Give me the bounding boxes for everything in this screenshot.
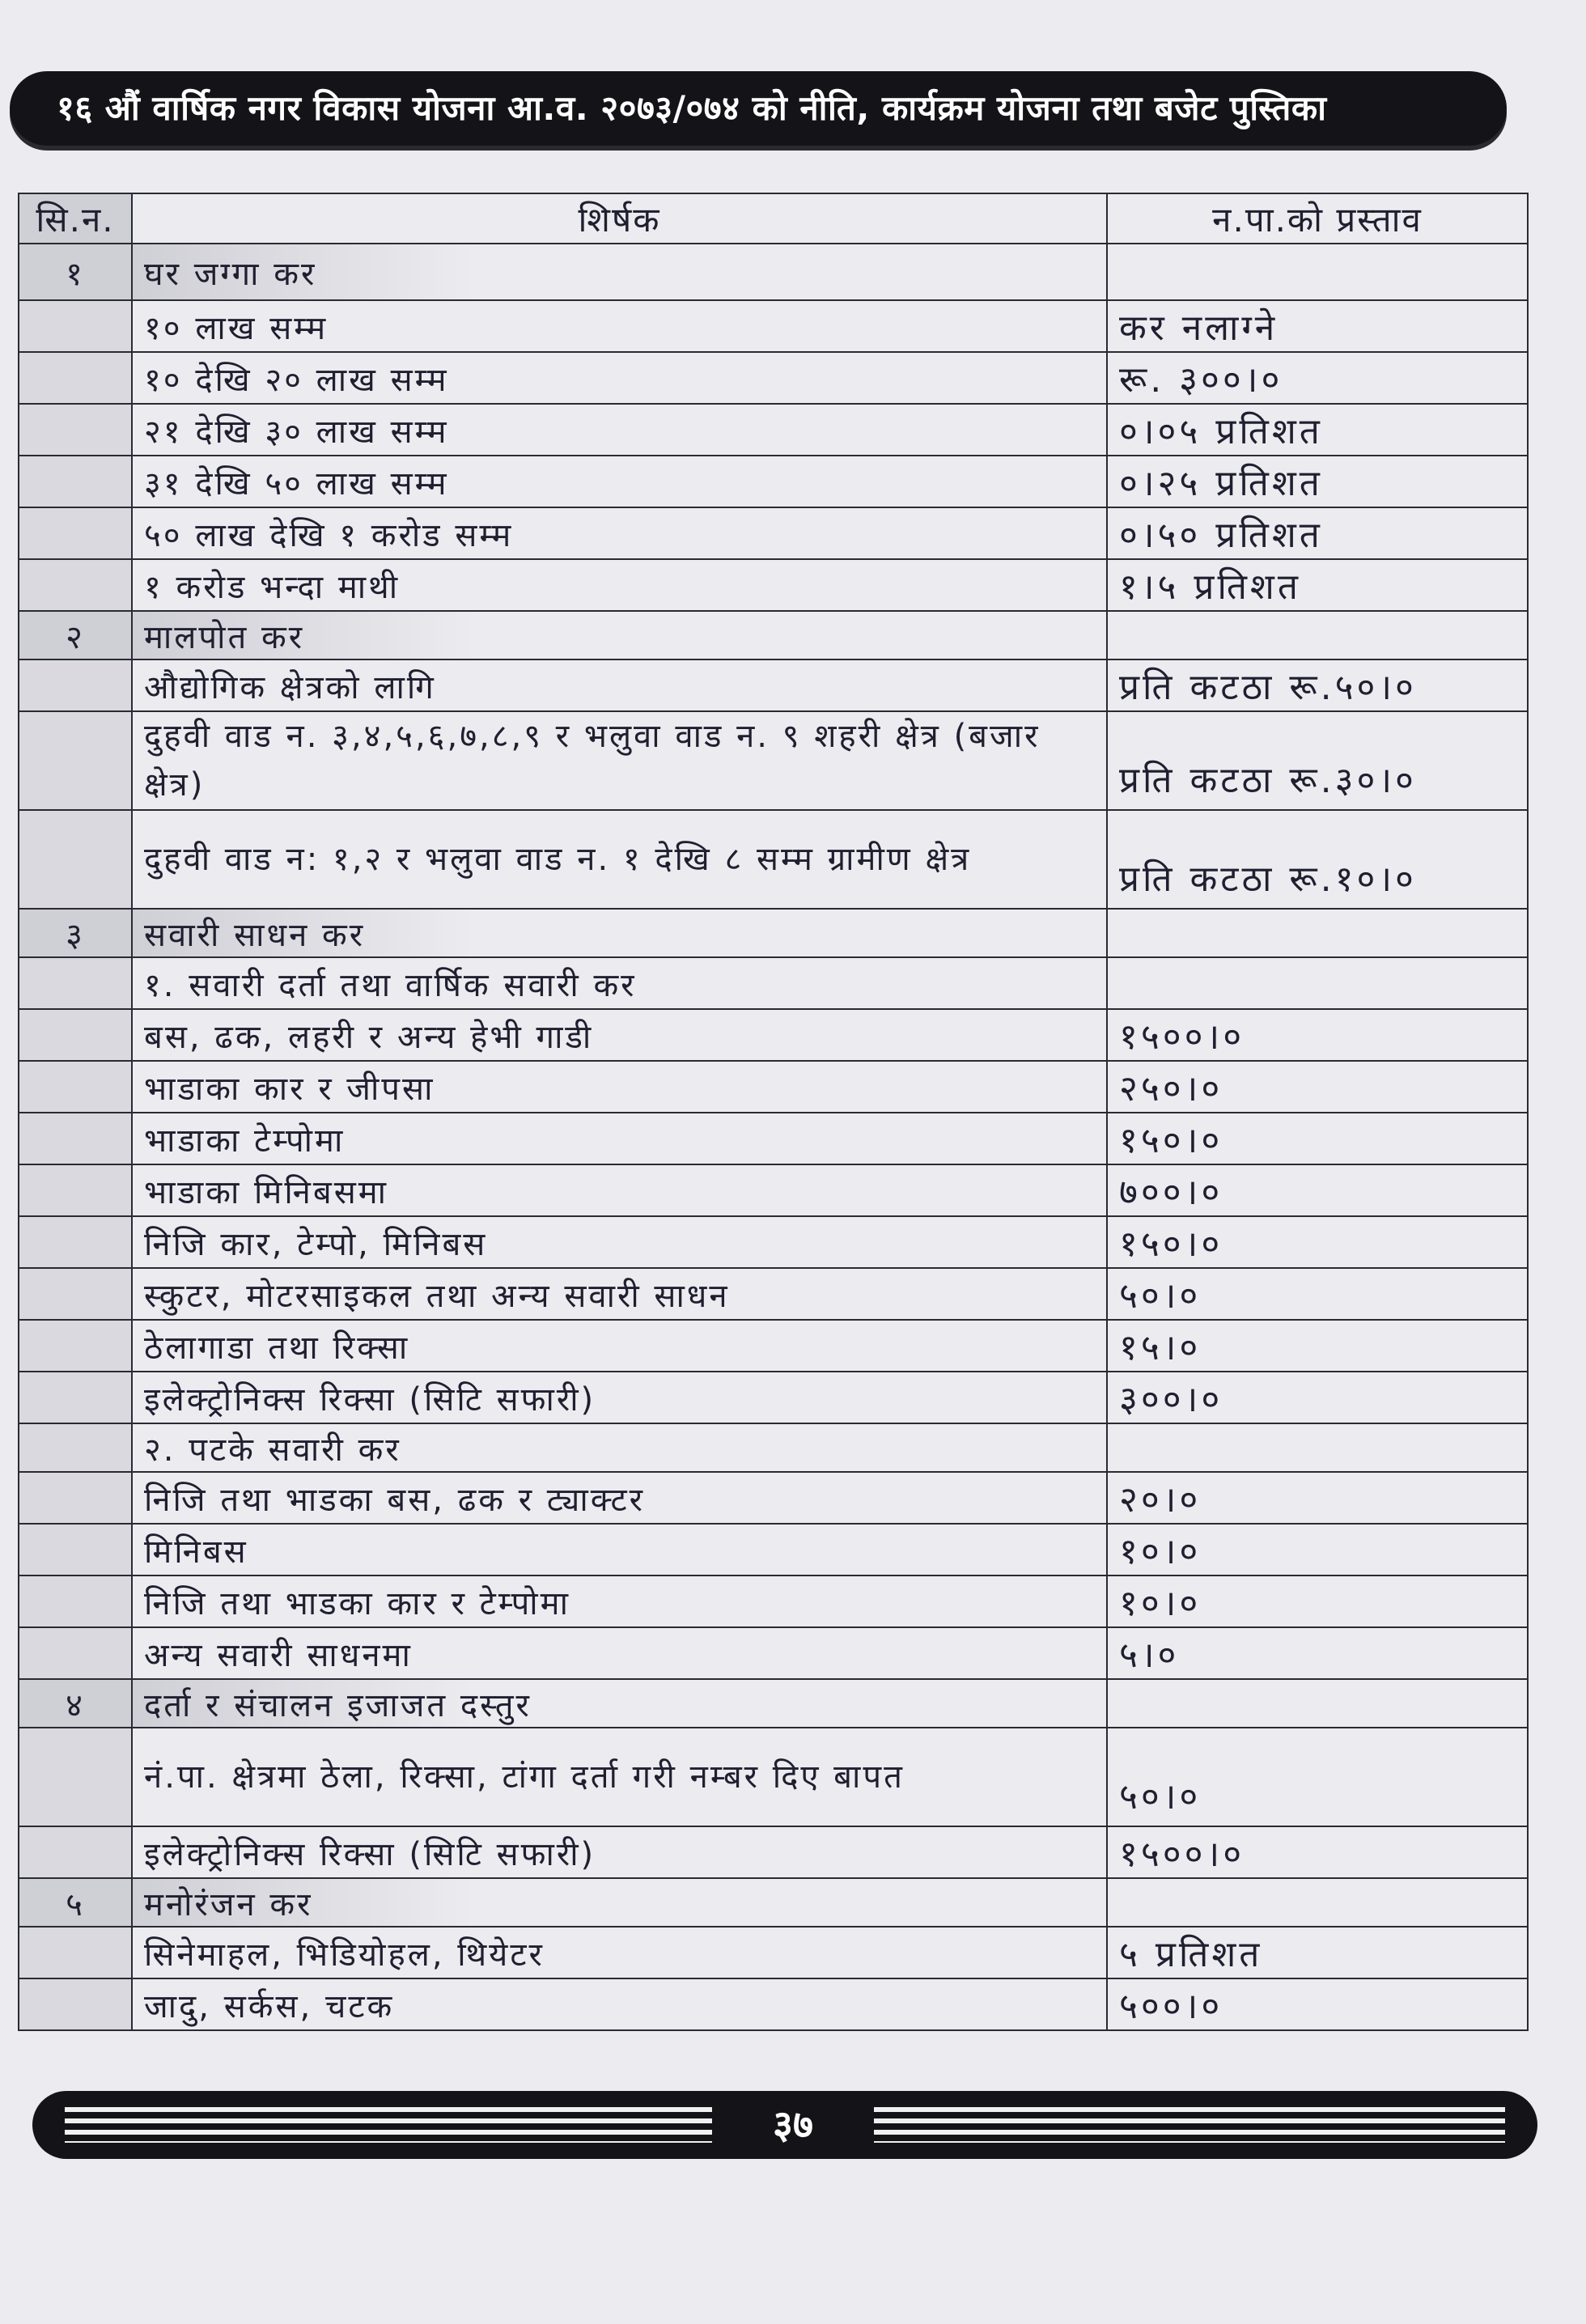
row-title: सिनेमाहल, भिडियोहल, थियेटर — [132, 1927, 1107, 1978]
table-row — [19, 711, 1528, 810]
row-title: बस, ढक, लहरी र अन्य हेभी गाडी — [132, 1009, 1107, 1061]
row-title: औद्योगिक क्षेत्रको लागि — [132, 659, 1107, 711]
row-proposal: १।५ प्रतिशत — [1107, 559, 1528, 611]
row-serial-number — [19, 1927, 132, 1978]
row-proposal — [1107, 1679, 1528, 1728]
table-row — [19, 1627, 1528, 1679]
table-body — [19, 244, 1528, 2030]
row-serial-number — [19, 1978, 132, 2030]
row-serial-number — [19, 957, 132, 1009]
table-header-row — [19, 193, 1528, 244]
row-proposal: १५००।० — [1107, 1826, 1528, 1878]
table-row — [19, 300, 1528, 352]
row-proposal: कर नलाग्ने — [1107, 300, 1528, 352]
row-category-title: दर्ता र संचालन इजाजत दस्तुर — [132, 1679, 1107, 1728]
row-category-title: मालपोत कर — [132, 611, 1107, 659]
row-proposal: प्रति कटठा रू.३०।० — [1107, 711, 1528, 810]
row-proposal — [1107, 957, 1528, 1009]
row-proposal: ५ प्रतिशत — [1107, 1927, 1528, 1978]
table-row — [19, 957, 1528, 1009]
row-proposal: १५०।० — [1107, 1113, 1528, 1164]
row-proposal: ५०।० — [1107, 1268, 1528, 1320]
row-title: इलेक्ट्रोनिक्स रिक्सा (सिटि सफारी) — [132, 1372, 1107, 1423]
row-serial-number — [19, 507, 132, 559]
table-row — [19, 909, 1528, 957]
table-row — [19, 810, 1528, 909]
row-title: ५० लाख देखि १ करोड सम्म — [132, 507, 1107, 559]
header-proposal: न.पा.को प्रस्ताव — [1107, 193, 1528, 244]
row-title: १० देखि २० लाख सम्म — [132, 352, 1107, 404]
row-proposal: ०।२५ प्रतिशत — [1107, 456, 1528, 507]
row-serial-number — [19, 1113, 132, 1164]
table-row — [19, 611, 1528, 659]
row-title: २. पटके सवारी कर — [132, 1423, 1107, 1472]
row-title: स्कुटर, मोटरसाइकल तथा अन्य सवारी साधन — [132, 1268, 1107, 1320]
row-title: ३१ देखि ५० लाख सम्म — [132, 456, 1107, 507]
row-title: दुहवी वाड न. ३,४,५,६,७,८,९ र भलुवा वाड न. ९ शहरी क्षेत्र (बजार क्षेत्र) — [132, 711, 1107, 810]
row-category-title: घर जग्गा कर — [132, 244, 1107, 300]
table-row — [19, 1927, 1528, 1978]
row-proposal: प्रति कटठा रू.१०।० — [1107, 810, 1528, 909]
row-serial-number: ४ — [19, 1679, 132, 1728]
table-row — [19, 1472, 1528, 1524]
row-proposal: ५००।० — [1107, 1978, 1528, 2030]
row-serial-number — [19, 404, 132, 456]
table-row — [19, 1009, 1528, 1061]
row-title: इलेक्ट्रोनिक्स रिक्सा (सिटि सफारी) — [132, 1826, 1107, 1878]
table-row — [19, 1320, 1528, 1372]
row-title: १० लाख सम्म — [132, 300, 1107, 352]
row-serial-number — [19, 1423, 132, 1472]
table-row — [19, 659, 1528, 711]
row-proposal: १०।० — [1107, 1575, 1528, 1627]
row-serial-number: २ — [19, 611, 132, 659]
row-serial-number — [19, 1164, 132, 1216]
row-serial-number — [19, 1372, 132, 1423]
table-row — [19, 352, 1528, 404]
row-proposal — [1107, 611, 1528, 659]
table-row — [19, 1061, 1528, 1113]
row-proposal: २५०।० — [1107, 1061, 1528, 1113]
table-row — [19, 1978, 1528, 2030]
footer-stripes-right — [874, 2107, 1505, 2143]
table-row — [19, 404, 1528, 456]
table-row — [19, 244, 1528, 300]
table-row — [19, 1372, 1528, 1423]
table-row — [19, 1423, 1528, 1472]
row-category-title: मनोरंजन कर — [132, 1878, 1107, 1927]
row-title: भाडाका कार र जीपसा — [132, 1061, 1107, 1113]
table-row — [19, 1878, 1528, 1927]
row-serial-number — [19, 659, 132, 711]
table-row — [19, 1524, 1528, 1575]
row-proposal: रू. ३००।० — [1107, 352, 1528, 404]
row-title: मिनिबस — [132, 1524, 1107, 1575]
row-title: दुहवी वाड न: १,२ र भलुवा वाड न. १ देखि ८ सम्म ग्रामीण क्षेत्र — [132, 810, 1107, 909]
table-row — [19, 1679, 1528, 1728]
row-serial-number — [19, 1009, 132, 1061]
table-row — [19, 1268, 1528, 1320]
row-proposal: प्रति कटठा रू.५०।० — [1107, 659, 1528, 711]
row-title: अन्य सवारी साधनमा — [132, 1627, 1107, 1679]
table-row — [19, 1826, 1528, 1878]
row-title: निजि तथा भाडका बस, ढक र ट्याक्टर — [132, 1472, 1107, 1524]
row-serial-number — [19, 300, 132, 352]
row-serial-number: ५ — [19, 1878, 132, 1927]
row-title: निजि कार, टेम्पो, मिनिबस — [132, 1216, 1107, 1268]
tax-table — [18, 193, 1529, 2031]
row-serial-number — [19, 352, 132, 404]
row-serial-number — [19, 559, 132, 611]
row-proposal — [1107, 244, 1528, 300]
row-serial-number — [19, 456, 132, 507]
table-row — [19, 507, 1528, 559]
row-proposal: १५।० — [1107, 1320, 1528, 1372]
row-proposal: ५०।० — [1107, 1728, 1528, 1826]
row-serial-number — [19, 1216, 132, 1268]
row-serial-number: १ — [19, 244, 132, 300]
row-title: १ करोड भन्दा माथी — [132, 559, 1107, 611]
table-row — [19, 1575, 1528, 1627]
table-row — [19, 456, 1528, 507]
row-title: जादु, सर्कस, चटक — [132, 1978, 1107, 2030]
row-serial-number — [19, 1268, 132, 1320]
table-row — [19, 1216, 1528, 1268]
row-serial-number — [19, 711, 132, 810]
table-row — [19, 1113, 1528, 1164]
row-proposal: ५।० — [1107, 1627, 1528, 1679]
row-title: निजि तथा भाडका कार र टेम्पोमा — [132, 1575, 1107, 1627]
row-serial-number: ३ — [19, 909, 132, 957]
row-serial-number — [19, 1627, 132, 1679]
row-proposal: १०।० — [1107, 1524, 1528, 1575]
page-header-title: १६ औं वार्षिक नगर विकास योजना आ.व. २०७३/०७४ को नीति, कार्यक्रम योजना तथा बजेट पुस्तिका — [57, 88, 1327, 128]
row-proposal: २०।० — [1107, 1472, 1528, 1524]
page-number: ३७ — [732, 2096, 854, 2154]
row-proposal: ७००।० — [1107, 1164, 1528, 1216]
row-title: भाडाका टेम्पोमा — [132, 1113, 1107, 1164]
row-proposal: ३००।० — [1107, 1372, 1528, 1423]
row-serial-number — [19, 1061, 132, 1113]
header-serial-number: सि.न. — [19, 193, 132, 244]
row-proposal — [1107, 1423, 1528, 1472]
row-serial-number — [19, 1472, 132, 1524]
row-proposal — [1107, 909, 1528, 957]
table-row — [19, 1164, 1528, 1216]
row-proposal: १५०।० — [1107, 1216, 1528, 1268]
row-category-title: सवारी साधन कर — [132, 909, 1107, 957]
table-row — [19, 1728, 1528, 1826]
row-serial-number — [19, 1320, 132, 1372]
row-title: १. सवारी दर्ता तथा वार्षिक सवारी कर — [132, 957, 1107, 1009]
row-title: २१ देखि ३० लाख सम्म — [132, 404, 1107, 456]
row-serial-number — [19, 1826, 132, 1878]
row-proposal — [1107, 1878, 1528, 1927]
row-serial-number — [19, 810, 132, 909]
row-title: नं.पा. क्षेत्रमा ठेला, रिक्सा, टांगा दर्ता गरी नम्बर दिए बापत — [132, 1728, 1107, 1826]
table-row — [19, 559, 1528, 611]
row-title: ठेलागाडा तथा रिक्सा — [132, 1320, 1107, 1372]
row-proposal: ०।५० प्रतिशत — [1107, 507, 1528, 559]
row-title: भाडाका मिनिबसमा — [132, 1164, 1107, 1216]
row-serial-number — [19, 1575, 132, 1627]
header-title: शिर्षक — [132, 193, 1107, 244]
footer-stripes-left — [65, 2107, 712, 2143]
row-proposal: ०।०५ प्रतिशत — [1107, 404, 1528, 456]
row-serial-number — [19, 1524, 132, 1575]
row-serial-number — [19, 1728, 132, 1826]
row-proposal: १५००।० — [1107, 1009, 1528, 1061]
